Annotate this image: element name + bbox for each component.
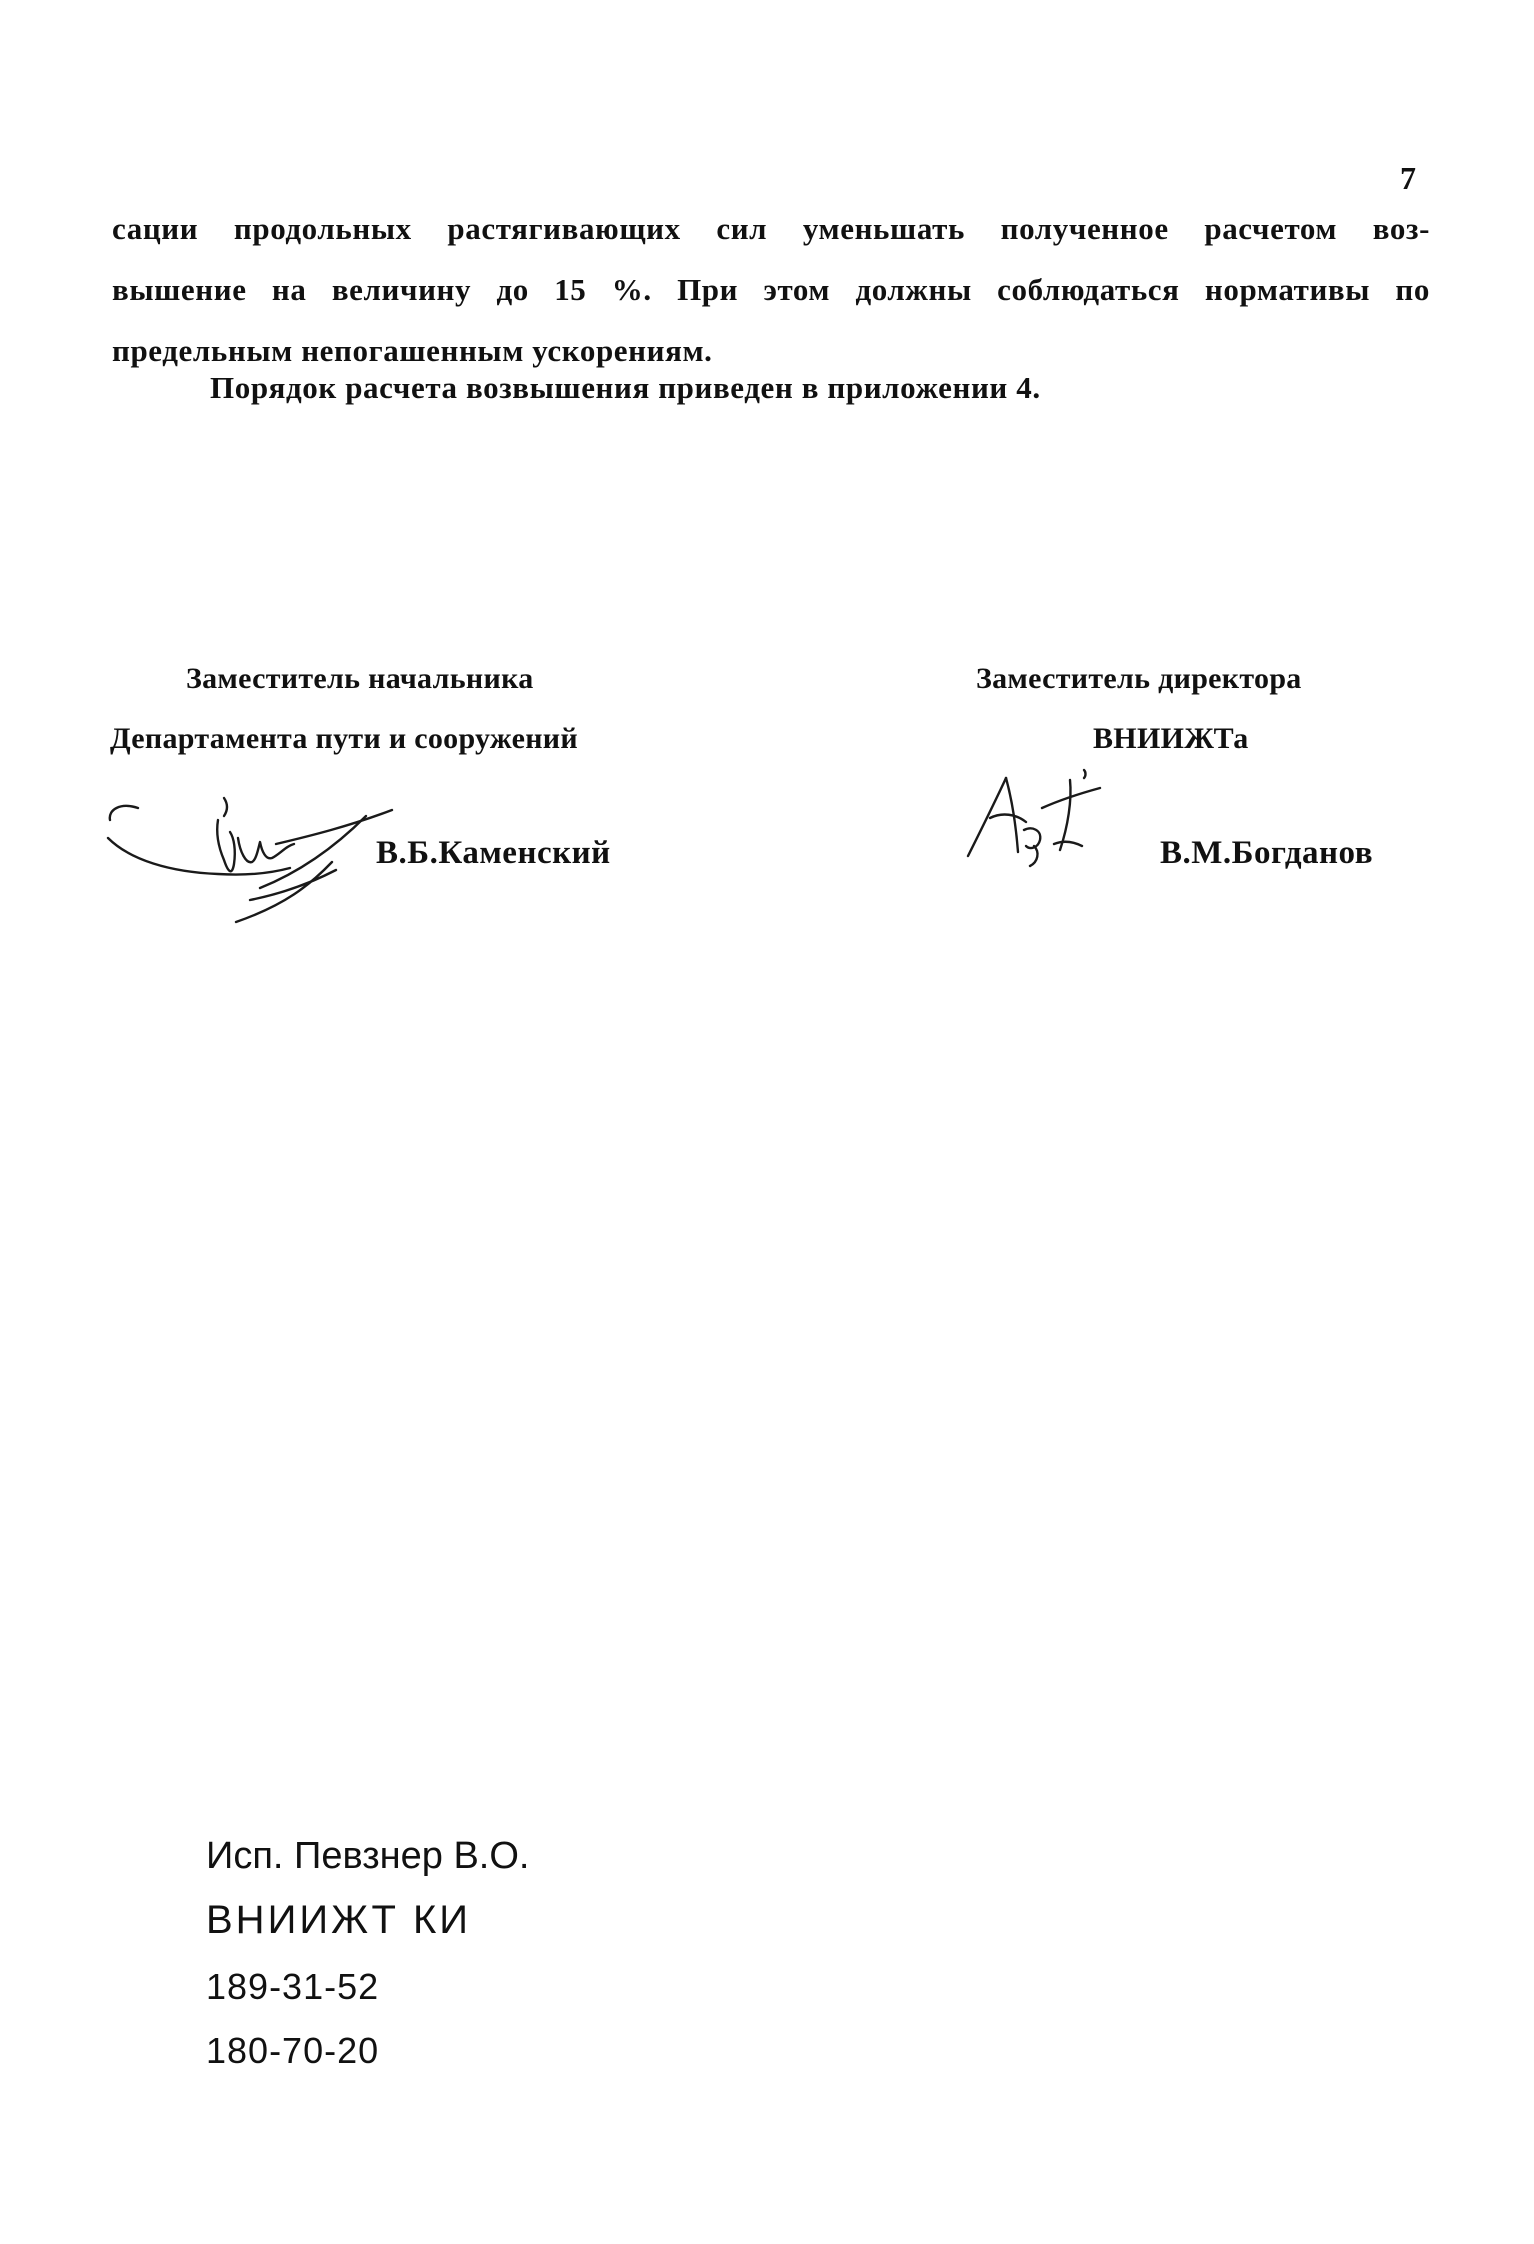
left-signatory-title-1: Заместитель начальника — [186, 662, 534, 695]
right-signatory-name: В.М.Богданов — [1160, 835, 1374, 871]
right-signatory-title-1: Заместитель директора — [976, 662, 1302, 695]
body-paragraph — [112, 198, 1430, 381]
page-number: 7 — [1400, 160, 1416, 196]
body-line-2: вышение на величину до 15 %. При этом должны соблюдаться нормативы по — [112, 272, 1430, 307]
executor-name: Исп. Певзнер В.О. — [206, 1835, 530, 1877]
phone-number-1: 189-31-52 — [206, 1966, 380, 2007]
left-signatory-title-2: Департамента пути и сооружений — [110, 722, 578, 755]
right-signature-icon — [960, 760, 1160, 890]
right-signatory-title-2: ВНИИЖТа — [1093, 722, 1249, 755]
left-signatory-name: В.Б.Каменский — [376, 835, 611, 871]
organization-name: ВНИИЖТ КИ — [206, 1898, 472, 1942]
body-line-3: предельным непогашенным ускорениям. — [112, 333, 713, 368]
body-line-1: сации продольных растягивающих сил уменьшать полученное расчетом воз- — [112, 211, 1430, 246]
phone-number-2: 180-70-20 — [206, 2030, 380, 2071]
left-signature-icon — [100, 780, 420, 940]
body-paragraph-2: Порядок расчета возвышения приведен в приложении 4. — [210, 370, 1041, 405]
